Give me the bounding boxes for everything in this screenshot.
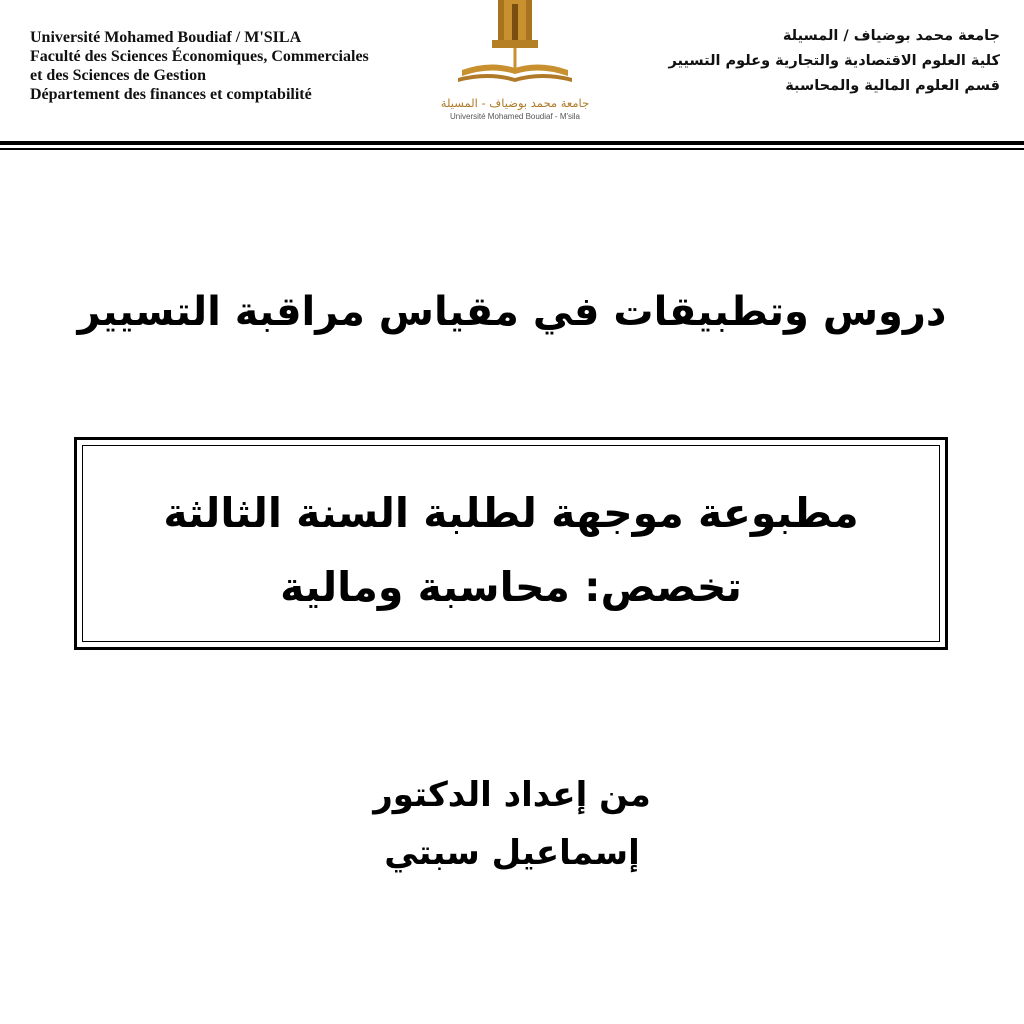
author-block [0, 766, 1024, 882]
faculty-name-fr-line1: Faculté des Sciences Économiques, Commerciales [30, 48, 369, 65]
department-name-ar: قسم العلوم المالية والمحاسبة [785, 78, 1000, 94]
subtitle-line-audience: مطبوعة موجهة لطلبة السنة الثالثة [163, 489, 859, 537]
header-left-french [30, 28, 450, 104]
tower-pillar-right [526, 0, 532, 40]
author-name: إسماعيل سبتي [384, 833, 640, 873]
faculty-name-ar: كلية العلوم الاقتصادية والتجارية وعلوم التسيير [668, 53, 1000, 69]
author-prefix: من إعداد الدكتور [373, 775, 651, 815]
university-name-ar: جامعة محمد بوضياف / المسيلة [782, 28, 1000, 44]
page-title: دروس وتطبيقات في مقياس مراقبة التسيير [77, 289, 947, 335]
tower-window [512, 4, 518, 40]
tower-pillar-left [498, 0, 504, 40]
tower-base [492, 40, 538, 48]
book-bottom [458, 74, 572, 82]
header-right-arabic [580, 24, 1000, 99]
header-divider-thin [0, 148, 1024, 150]
faculty-name-fr-line2: et des Sciences de Gestion [30, 67, 206, 84]
subtitle-line-specialty: تخصص: محاسبة ومالية [280, 563, 742, 611]
header-divider-thick [0, 141, 1024, 145]
university-emblem-icon [440, 0, 590, 96]
subtitle-text [77, 476, 945, 624]
department-name-fr: Département des finances et comptabilité [30, 86, 312, 103]
logo-caption-french: Université Mohamed Boudiaf - M'sila [449, 112, 581, 121]
logo-caption-arabic: جامعة محمد بوضياف - المسيلة [440, 96, 590, 110]
university-logo [440, 0, 590, 128]
university-name-fr: Université Mohamed Boudiaf / M'SILA [30, 29, 302, 46]
subtitle-frame [74, 437, 948, 650]
